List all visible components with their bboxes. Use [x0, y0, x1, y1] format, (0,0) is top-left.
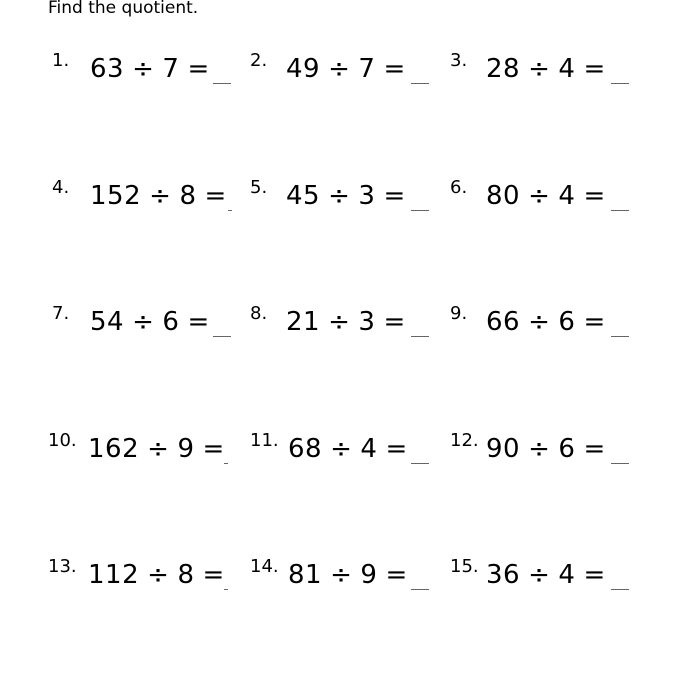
division-expression — [286, 307, 414, 337]
equals-sign: = — [187, 54, 210, 84]
answer-blank[interactable] — [611, 589, 629, 590]
equals-sign: = — [583, 54, 606, 84]
divisor: 4 — [558, 54, 576, 84]
dividend: 80 — [486, 181, 521, 211]
answer-blank[interactable] — [611, 463, 629, 464]
divide-sign: ÷ — [330, 560, 353, 590]
division-expression — [88, 560, 233, 590]
problem-number: 9. — [450, 303, 468, 324]
divisor: 3 — [358, 307, 376, 337]
equals-sign: = — [583, 560, 606, 590]
division-expression — [486, 181, 614, 211]
divide-sign: ÷ — [149, 181, 172, 211]
division-expression — [486, 560, 614, 590]
answer-blank[interactable] — [411, 336, 429, 337]
problem-number: 14. — [250, 556, 279, 577]
divisor: 6 — [558, 307, 576, 337]
equals-sign: = — [385, 434, 408, 464]
division-expression — [90, 181, 235, 211]
answer-blank[interactable] — [213, 83, 231, 84]
dividend: 66 — [486, 307, 521, 337]
divide-sign: ÷ — [328, 181, 351, 211]
dividend: 112 — [88, 560, 140, 590]
dividend: 68 — [288, 434, 323, 464]
divisor: 6 — [558, 434, 576, 464]
division-expression — [288, 434, 416, 464]
divisor: 7 — [162, 54, 180, 84]
equals-sign: = — [383, 307, 406, 337]
answer-blank[interactable] — [411, 589, 429, 590]
divisor: 9 — [360, 560, 378, 590]
divisor: 8 — [177, 560, 195, 590]
dividend: 162 — [88, 434, 140, 464]
answer-blank[interactable] — [224, 463, 228, 464]
dividend: 36 — [486, 560, 521, 590]
divisor: 4 — [360, 434, 378, 464]
divisor: 4 — [558, 181, 576, 211]
dividend: 152 — [90, 181, 142, 211]
answer-blank[interactable] — [228, 210, 232, 211]
divide-sign: ÷ — [528, 560, 551, 590]
problem-number: 11. — [250, 430, 279, 451]
problem-number: 5. — [250, 177, 268, 198]
equals-sign: = — [583, 181, 606, 211]
divide-sign: ÷ — [528, 181, 551, 211]
divide-sign: ÷ — [528, 307, 551, 337]
problem-number: 2. — [250, 50, 268, 71]
divisor: 4 — [558, 560, 576, 590]
divisor: 3 — [358, 181, 376, 211]
problem-number: 15. — [450, 556, 479, 577]
dividend: 54 — [90, 307, 125, 337]
dividend: 28 — [486, 54, 521, 84]
division-expression — [88, 434, 233, 464]
problem-number: 4. — [52, 177, 70, 198]
division-expression — [486, 54, 614, 84]
divisor: 6 — [162, 307, 180, 337]
dividend: 81 — [288, 560, 323, 590]
dividend: 90 — [486, 434, 521, 464]
instructions: Find the quotient. — [48, 0, 199, 18]
divide-sign: ÷ — [528, 54, 551, 84]
answer-blank[interactable] — [213, 336, 231, 337]
divide-sign: ÷ — [330, 434, 353, 464]
division-expression — [90, 307, 218, 337]
answer-blank[interactable] — [611, 210, 629, 211]
divide-sign: ÷ — [147, 434, 170, 464]
divide-sign: ÷ — [328, 54, 351, 84]
division-expression — [288, 560, 416, 590]
dividend: 63 — [90, 54, 125, 84]
answer-blank[interactable] — [411, 83, 429, 84]
division-expression — [486, 307, 614, 337]
division-expression — [90, 54, 218, 84]
equals-sign: = — [383, 181, 406, 211]
dividend: 21 — [286, 307, 321, 337]
problem-number: 6. — [450, 177, 468, 198]
dividend: 45 — [286, 181, 321, 211]
divisor: 7 — [358, 54, 376, 84]
equals-sign: = — [383, 54, 406, 84]
problem-number: 8. — [250, 303, 268, 324]
equals-sign: = — [202, 434, 225, 464]
problem-number: 7. — [52, 303, 70, 324]
answer-blank[interactable] — [411, 463, 429, 464]
divisor: 8 — [179, 181, 197, 211]
problem-number: 3. — [450, 50, 468, 71]
divide-sign: ÷ — [132, 307, 155, 337]
answer-blank[interactable] — [224, 589, 228, 590]
equals-sign: = — [187, 307, 210, 337]
equals-sign: = — [385, 560, 408, 590]
answer-blank[interactable] — [611, 83, 629, 84]
equals-sign: = — [583, 434, 606, 464]
equals-sign: = — [583, 307, 606, 337]
equals-sign: = — [204, 181, 227, 211]
answer-blank[interactable] — [611, 336, 629, 337]
divisor: 9 — [177, 434, 195, 464]
divide-sign: ÷ — [132, 54, 155, 84]
divide-sign: ÷ — [528, 434, 551, 464]
division-expression — [486, 434, 614, 464]
division-expression — [286, 181, 414, 211]
problem-number: 13. — [48, 556, 77, 577]
dividend: 49 — [286, 54, 321, 84]
problem-number: 1. — [52, 50, 70, 71]
problem-number: 10. — [48, 430, 77, 451]
divide-sign: ÷ — [328, 307, 351, 337]
equals-sign: = — [202, 560, 225, 590]
division-expression — [286, 54, 414, 84]
problem-number: 12. — [450, 430, 479, 451]
answer-blank[interactable] — [411, 210, 429, 211]
divide-sign: ÷ — [147, 560, 170, 590]
